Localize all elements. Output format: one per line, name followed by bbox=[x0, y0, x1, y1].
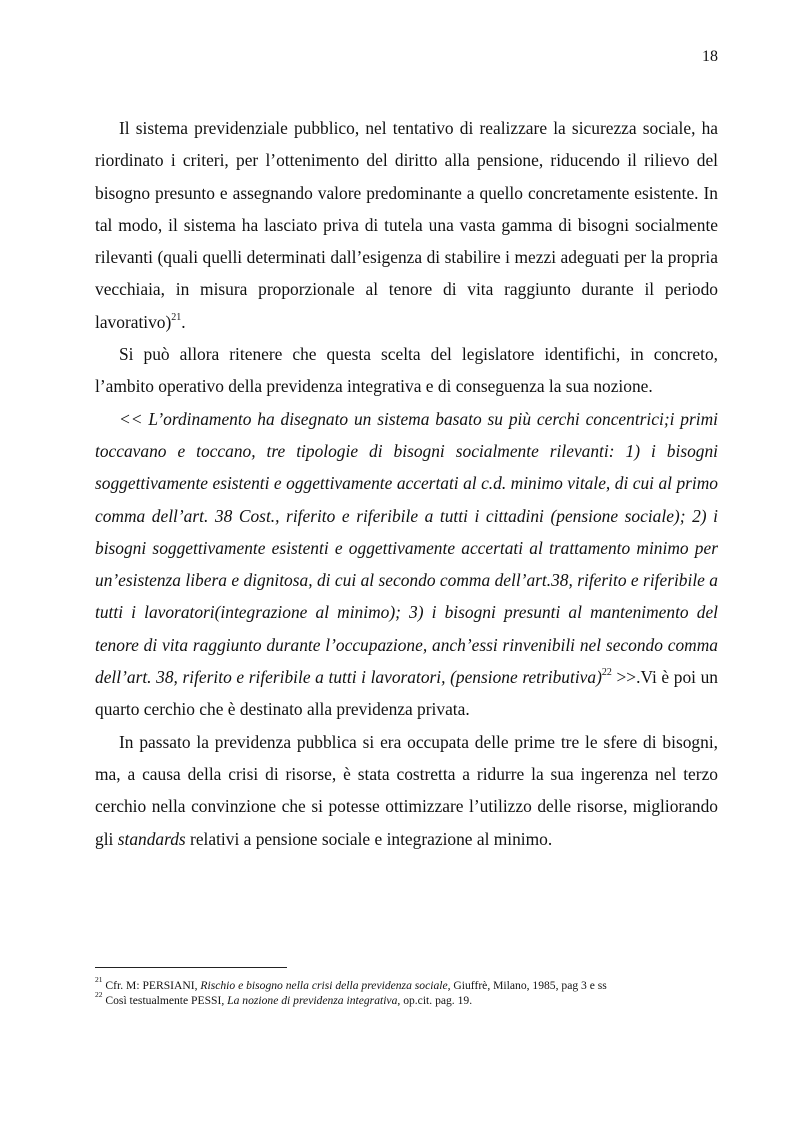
paragraph-4-italic: standards bbox=[117, 828, 186, 849]
paragraph-4 bbox=[95, 726, 718, 855]
footnote-ref-22[interactable]: 22 bbox=[601, 667, 612, 679]
footnote-separator bbox=[95, 967, 287, 968]
body-text bbox=[95, 112, 718, 855]
paragraph-4-after: relativi a pensione sociale e integrazione al minimo. bbox=[185, 828, 553, 849]
paragraph-3-tail: >>.Vi è poi un quarto cerchio che è destinato alla previdenza privata. bbox=[95, 667, 719, 720]
paragraph-3-quote bbox=[95, 403, 718, 726]
footnote-ref-21[interactable]: 21 bbox=[171, 311, 182, 323]
page-number: 18 bbox=[702, 48, 718, 65]
footnote-text: Cfr. M: PERSIANI, bbox=[102, 979, 201, 992]
footnote-text: Così testualmente PESSI, bbox=[102, 994, 228, 1007]
footnote-title: La nozione di previdenza integrativa bbox=[227, 994, 398, 1007]
quotation-text: << L’ordinamento ha disegnato un sistema basato su più cerchi concentrici;i primi toccavano e toccano, tre tipologie di bisogni socialmente rilevanti: 1) i bisogni soggettivamente esistenti e oggettivamente accertati al c.d. minimo vitale, di cui al primo comma dell’art. 38 Cost., riferito e riferibile a tutti i cittadini (pensione sociale); 2) i bisogni soggettivamente esistenti e oggettivamente accertati al trattamento minimo per un’esistenza libera e dignitosa, di cui al secondo comma dell’art.38, riferito e riferibile a tutti i lavoratori(integrazione al minimo); 3) i bisogni presunti al mantenimento del tenore di vita raggiunto durante l’occupazione, anch’essi rinvenibili nel secondo comma dell’art. 38, riferito e riferibile a tutti i lavoratori, (pensione retributiva) bbox=[95, 408, 718, 688]
footnote-text-tail: Giuffrè, Milano, 1985, pag 3 e ss bbox=[450, 979, 607, 992]
paragraph-1-text: Il sistema previdenziale pubblico, nel tentativo di realizzare la sicurezza sociale, ha riordinato i criteri, per l’ottenimento del diritto alla pensione, riducendo il rilievo del bisogno presunto e assegnando valore predominante a quello concretamente esistente. In tal modo, il sistema ha lasciato priva di tutela una vasta gamma di bisogni socialmente rilevanti (quali quelli determinati dall’esigenza di stabilire i mezzi adeguati per la propria vecchiaia, in misura proporzionale al tenore di vita raggiunto durante il periodo lavorativo) bbox=[95, 118, 718, 332]
paragraph-2-text: Si può allora ritenere che questa scelta del legislatore identifichi, in concreto, l’ambito operativo della previdenza integrativa e di conseguenza la sua nozione. bbox=[95, 344, 718, 397]
footnote-22 bbox=[95, 990, 718, 1008]
paragraph-1-tail: . bbox=[181, 311, 186, 332]
footnote-21 bbox=[95, 975, 718, 993]
footnote-number: 21 bbox=[95, 975, 103, 985]
paragraph-4-before: In passato la previdenza pubblica si era occupata delle prime tre le sfere di bisogni, ma, a causa della crisi di risorse, è stata costretta a ridurre la sua ingerenza nel terzo cerchio nella convinzione che si potesse ottimizzare l’utilizzo delle risorse, migliorando gli bbox=[95, 731, 718, 849]
paragraph-2 bbox=[95, 338, 718, 403]
footnotes bbox=[95, 975, 718, 1008]
footnote-text-tail: , op.cit. pag. 19. bbox=[397, 994, 473, 1007]
footnote-number: 22 bbox=[95, 990, 103, 1000]
footnote-title: Rischio e bisogno nella crisi della previdenza sociale, bbox=[200, 979, 451, 992]
paragraph-1 bbox=[95, 112, 718, 338]
